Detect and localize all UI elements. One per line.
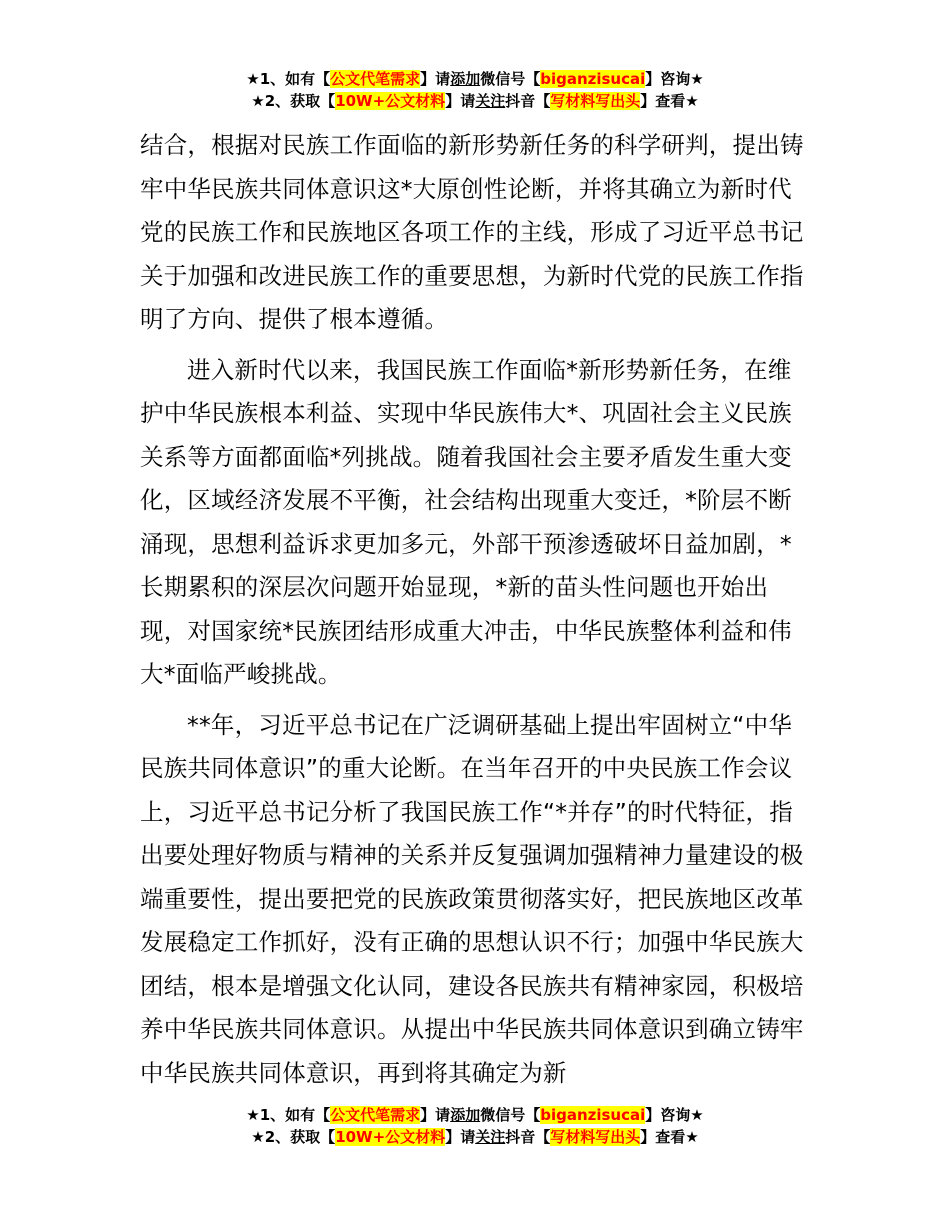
highlight-wechat-id: biganzisucai — [540, 1106, 646, 1124]
banner-line-1: ★1、如有【公文代笔需求】请添加微信号【biganzisucai】咨询★ — [246, 70, 704, 88]
paragraph: **年，习近平总书记在广泛调研基础上提出牢固树立“中华民族共同体意识”的重大论断。在当年召开的中央民族工作会议上，习近平总书记分析了我国民族工作“*并存”的时代特征，指出要处理好物质与精神的关系并反复强调加强精神力量建设的极端重要性，提出要把党的民族政策贯彻落实好，把民族地区改革发展稳定工作抓好，没有正确的思想认识不行；加强中华民族大团结，根本是增强文化认同，建设各民族共有精神家园，积极培养中华民族共同体意识。从提出中华民族共同体意识到确立铸牢中华民族共同体意识，再到将其确定为新 — [140, 710, 804, 1087]
highlight-materials: 10W+公文材料 — [335, 1128, 446, 1146]
paragraph: 进入新时代以来，我国民族工作面临*新形势新任务，在维护中华民族根本利益、实现中华民族伟大*、巩固社会主义民族关系等方面都面临*列挑战。随着我国社会主要矛盾发生重大变化，区域经济发展不平衡，社会结构出现重大变迁，*阶层不断涌现，思想利益诉求更加多元，外部干预渗透破坏日益加剧，*长期累积的深层次问题开始显现，*新的苗头性问题也开始出现，对国家统*民族团结形成重大冲击，中华民族整体利益和伟大*面临严峻挑战。 — [140, 355, 792, 688]
footer-banner — [0, 1104, 950, 1148]
highlight-service: 公文代笔需求 — [330, 1106, 421, 1124]
highlight-douyin: 写材料写出头 — [550, 1128, 641, 1146]
header-banner — [0, 68, 950, 112]
document-body — [140, 124, 810, 1095]
highlight-douyin: 写材料写出头 — [550, 92, 641, 110]
banner-line-2: ★2、获取【10W+公文材料】请关注抖音【写材料写出头】查看★ — [251, 92, 699, 110]
banner-line-2: ★2、获取【10W+公文材料】请关注抖音【写材料写出头】查看★ — [251, 1128, 699, 1146]
banner-line-1: ★1、如有【公文代笔需求】请添加微信号【biganzisucai】咨询★ — [246, 1106, 704, 1124]
highlight-service: 公文代笔需求 — [330, 70, 421, 88]
highlight-wechat-id: biganzisucai — [540, 70, 646, 88]
highlight-materials: 10W+公文材料 — [335, 92, 446, 110]
paragraph: 结合，根据对民族工作面临的新形势新任务的科学研判，提出铸牢中华民族共同体意识这*大原创性论断，并将其确立为新时代党的民族工作和民族地区各项工作的主线，形成了习近平总书记关于加强和改进民族工作的重要思想，为新时代党的民族工作指明了方向、提供了根本遵循。 — [140, 131, 804, 333]
